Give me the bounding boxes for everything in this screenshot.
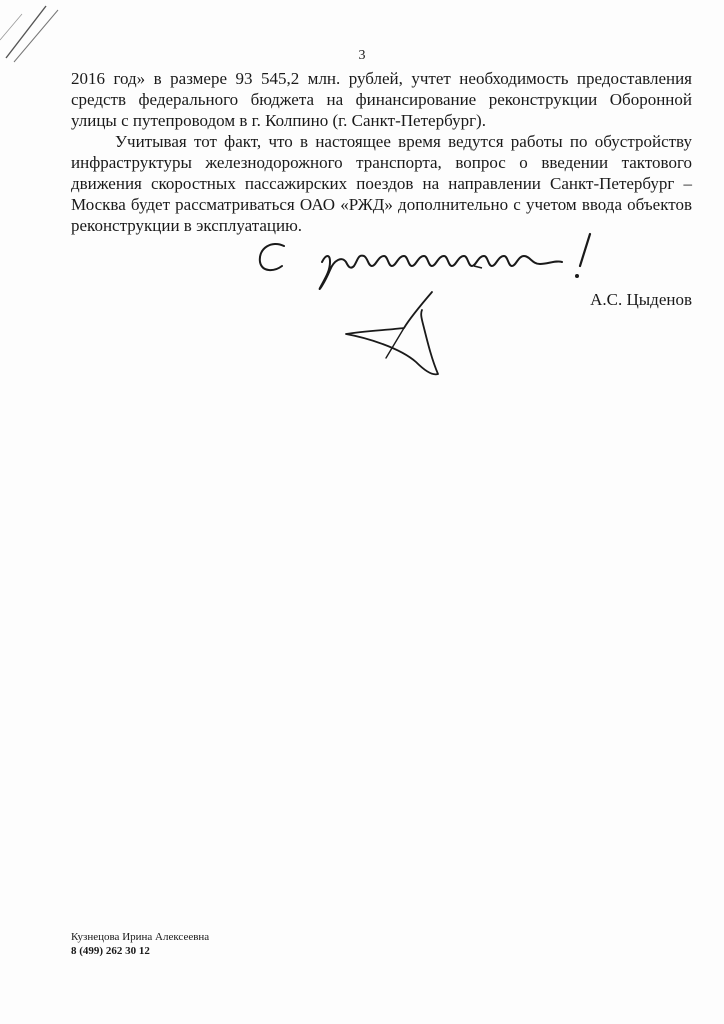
signer-name: А.С. Цыденов [590, 290, 692, 309]
page-number: 3 [358, 48, 366, 63]
contact-phone: 8 (499) 262 30 12 [71, 945, 150, 957]
paragraph-1: 2016 год» в размере 93 545,2 млн. рублей, учтет необходимость предоставления средств федерального бюджета на финансирование реконструкции Оборонной улицы с путепроводом в г. Колпино (г. Санкт-Петербург). [71, 69, 692, 130]
letter-body [71, 68, 692, 236]
paragraph-2: Учитывая тот факт, что в настоящее время ведутся работы по обустройству инфраструктуры железнодорожного транспорта, вопрос о введении тактового движения скоростных пассажирских поездов на направлении Санкт-Петербург – Москва будет рассматриваться ОАО «РЖД» дополнительно с учетом ввода объектов реконструкции в эксплуатацию. [71, 132, 692, 235]
signature-mark [328, 288, 448, 380]
contact-name: Кузнецова Ирина Алексеевна [71, 931, 210, 943]
handwritten-closing [250, 226, 610, 296]
contact-block [71, 930, 209, 958]
